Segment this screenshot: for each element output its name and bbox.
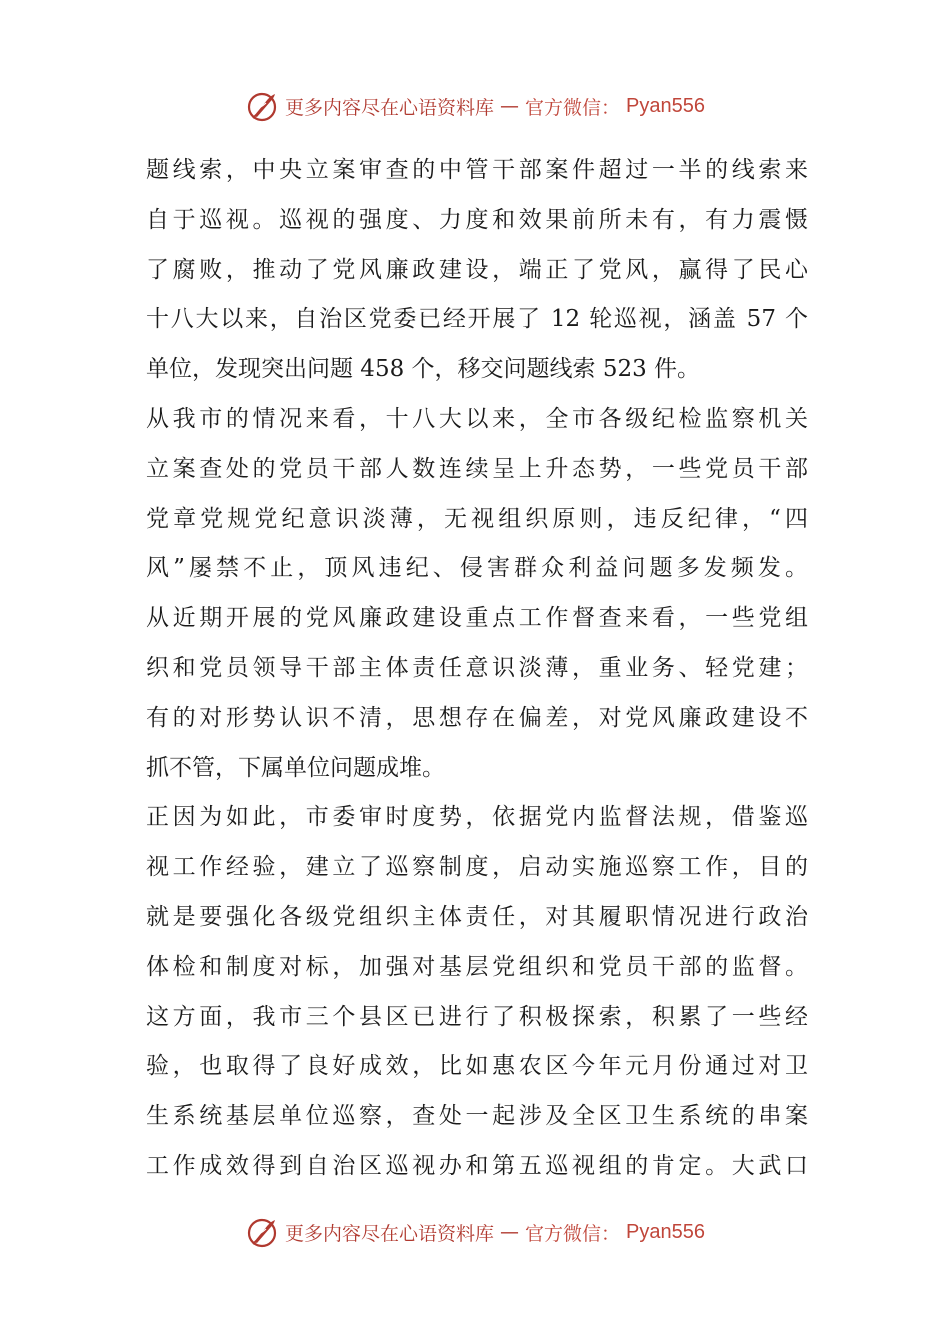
text-line: 工作成效得到自治区巡视办和第五巡视组的肯定。大武口 [146,1152,808,1179]
text-line: 有的对形势认识不清，思想存在偏差，对党风廉政建设不 [146,704,808,731]
banner-wechat-id: Pyan556 [626,1220,705,1243]
text-line: 风”屡禁不止，顶风违纪、侵害群众利益问题多发频发。 [146,555,808,582]
text-line: 正因为如此，市委审时度势，依据党内监督法规，借鉴巡 [146,804,808,831]
text-line: 了腐败，推动了党风廉政建设，端正了党风，赢得了民心 [146,256,808,283]
text-line: 党章党规党纪意识淡薄，无视组织原则，违反纪律，“四 [146,505,808,532]
quill-pen-logo-icon [245,1215,279,1249]
text-line: 十八大以来，自治区党委已经开展了 12 轮巡视，涵盖 57 个 [146,306,808,333]
text-line: 从我市的情况来看，十八大以来，全市各级纪检监察机关 [146,405,808,432]
text-line: 视工作经验，建立了巡察制度，启动实施巡察工作，目的 [146,854,808,881]
footer-banner [0,1210,950,1254]
banner-wechat-label: 官方微信： [525,1222,621,1245]
quill-pen-logo-icon [245,89,279,123]
text-line: 织和党员领导干部主体责任意识淡薄，重业务、轻党建； [146,654,808,681]
text-line: 立案查处的党员干部人数连续呈上升态势，一些党员干部 [146,455,808,482]
text-line: 抓不管，下属单位问题成堆。 [146,754,445,781]
text-line: 生系统基层单位巡察，查处一起涉及全区卫生系统的串案 [146,1103,808,1130]
header-banner [0,84,950,128]
banner-content [245,1215,705,1249]
banner-brand-text: 更多内容尽在心语资料库 [285,96,495,119]
text-line: 体检和制度对标，加强对基层党组织和党员干部的监督。 [146,953,808,980]
banner-separator: — [500,95,520,117]
text-line: 这方面，我市三个县区已进行了积极探索，积累了一些经 [146,1003,808,1030]
banner-brand-text: 更多内容尽在心语资料库 [285,1222,495,1245]
banner-separator: — [500,1221,520,1243]
text-line: 单位，发现突出问题 458 个，移交问题线索 523 件。 [146,356,701,383]
banner-wechat-label: 官方微信： [525,96,621,119]
text-line: 从近期开展的党风廉政建设重点工作督查来看，一些党组 [146,605,808,632]
text-line: 题线索，中央立案审查的中管干部案件超过一半的线索来 [146,157,808,183]
text-line: 验，也取得了良好成效，比如惠农区今年元月份通过对卫 [146,1053,808,1080]
text-line: 自于巡视。巡视的强度、力度和效果前所未有，有力震慑 [146,206,808,233]
banner-content [245,89,705,123]
document-body [146,146,808,1192]
banner-wechat-id: Pyan556 [626,94,705,117]
text-line: 就是要强化各级党组织主体责任，对其履职情况进行政治 [146,903,808,930]
